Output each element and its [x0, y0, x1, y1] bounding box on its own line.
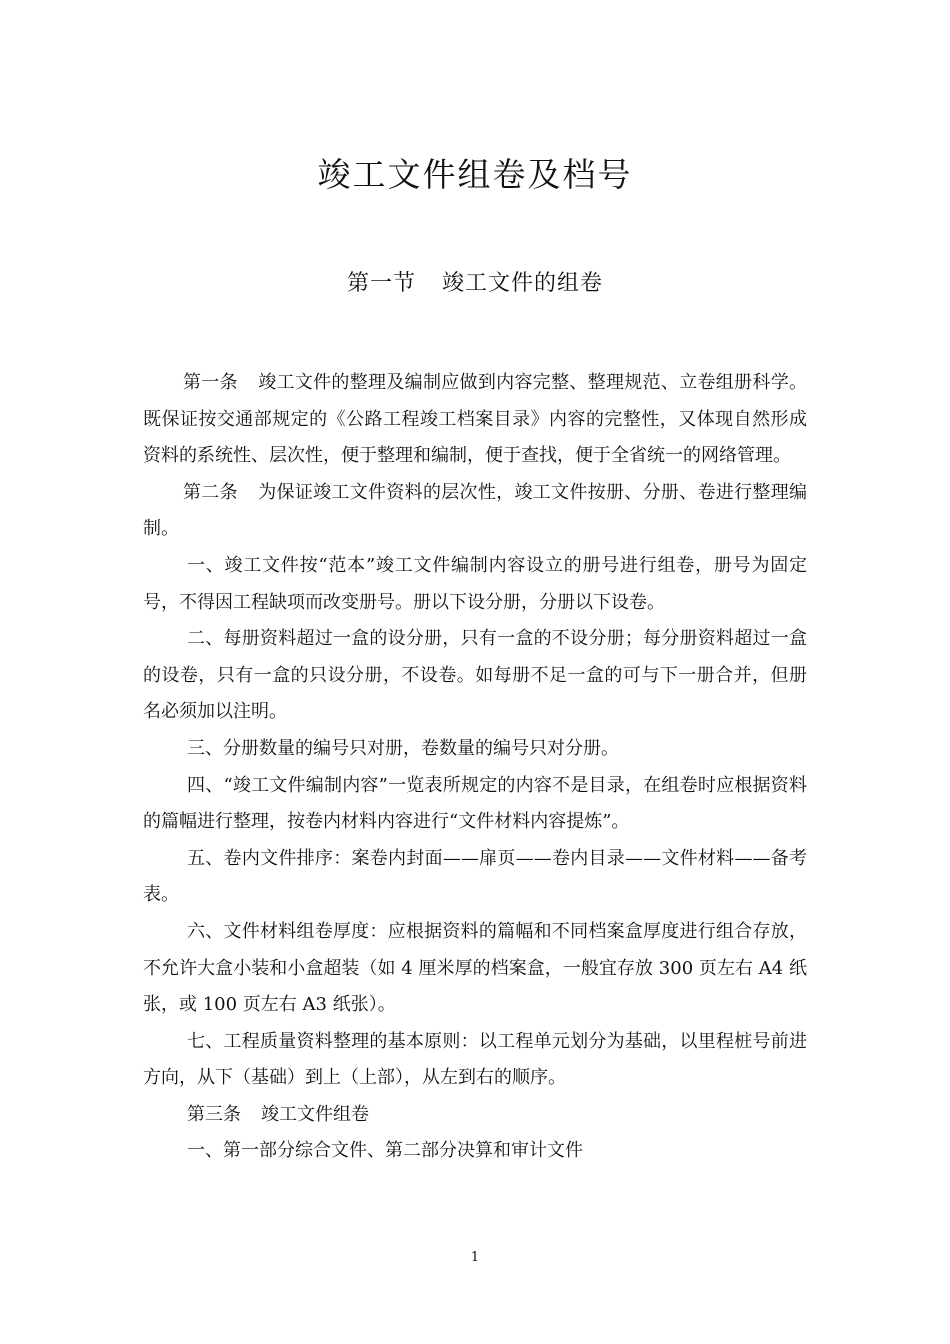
paragraph-text: 竣工文件组卷: [261, 1103, 369, 1125]
paragraph-subitem-1: 一、第一部分综合文件、第二部分决算和审计文件: [187, 1140, 583, 1162]
paragraph-item-4: 四、“竣工文件编制内容”一览表所规定的内容不是目录，在组卷时应根据资料的篇幅进行整理，按卷内材料内容进行“文件材料内容提炼”。: [143, 774, 807, 833]
paragraph-item-1: 一、竣工文件按“范本”竣工文件编制内容设立的册号进行组卷，册号为固定号，不得因工程缺项而改变册号。册以下设分册，分册以下设卷。: [143, 554, 807, 613]
article-label: 第二条: [183, 481, 238, 503]
paragraph-item-3: 三、分册数量的编号只对册，卷数量的编号只对分册。: [187, 737, 619, 759]
paragraph-text: 为保证竣工文件资料的层次性，竣工文件按册、分册、卷进行整理编制。: [143, 481, 808, 540]
page-number: 1: [470, 1250, 480, 1265]
paragraph-text: 竣工文件的整理及编制应做到内容完整、整理规范、立卷组册科学。既保证按交通部规定的《公路工程竣工档案目录》内容的完整性，又体现自然形成资料的系统性、层次性，便于整理和编制，便于查找，便于全省统一的网络管理。: [143, 372, 808, 467]
document-body: [143, 365, 807, 1170]
paragraph-item-6: 六、文件材料组卷厚度：应根据资料的篇幅和不同档案盒厚度进行组合存放，不允许大盒小装和小盒超装（如 4 厘米厚的档案盒，一般宜存放 300 页左右 A4 纸张，或 100 页左右 A3 纸张）。: [143, 920, 807, 1016]
section-heading: [0, 266, 950, 302]
paragraph-item-7: 七、工程质量资料整理的基本原则：以工程单元划分为基础，以里程桩号前进方向，从下（基础）到上（上部），从左到右的顺序。: [143, 1030, 807, 1089]
paragraph-article-3: [143, 1097, 807, 1134]
section-number: 第一节: [346, 271, 416, 296]
article-label: 第三条: [187, 1103, 241, 1125]
section-title: 竣工文件的组卷: [442, 271, 604, 296]
article-label: 第一条: [183, 372, 238, 393]
paragraph-article-1: [143, 365, 807, 475]
document-title: 竣工文件组卷及档号: [317, 155, 633, 194]
paragraph-item-2: 二、每册资料超过一盒的设分册，只有一盒的不设分册；每分册资料超过一盒的设卷，只有一盒的只设分册，不设卷。如每册不足一盒的可与下一册合并，但册名必须加以注明。: [143, 628, 807, 723]
paragraph-article-2: [143, 475, 807, 548]
paragraph-item-5: 五、卷内文件排序：案卷内封面——扉页——卷内目录——文件材料——备考表。: [143, 847, 807, 906]
